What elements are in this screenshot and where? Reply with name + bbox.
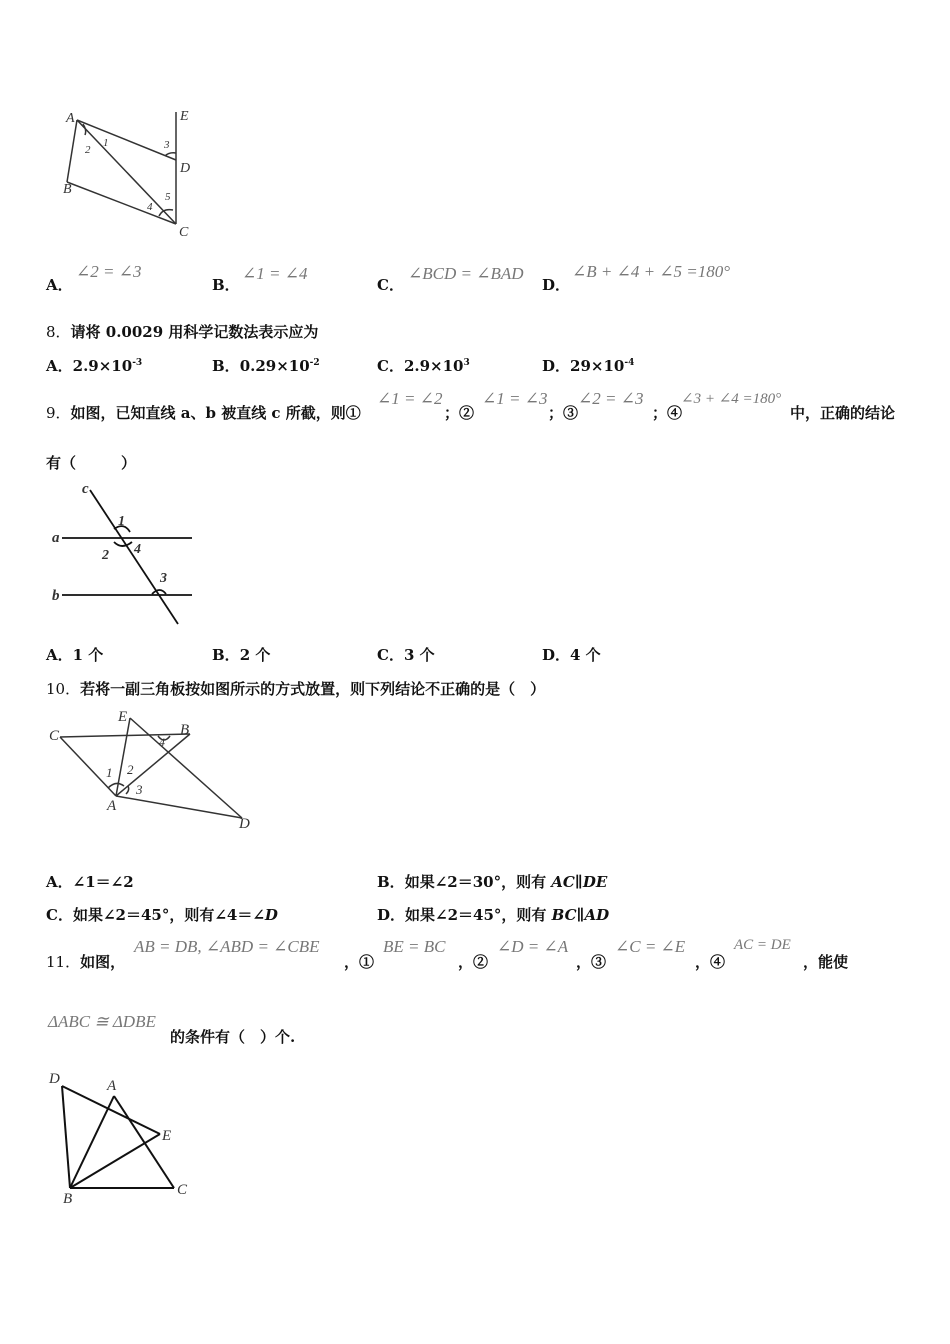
q9-label-3: 3 bbox=[160, 571, 167, 586]
q7-option-d-letter: D． bbox=[542, 276, 571, 294]
q11-condition-4: AC = DE bbox=[734, 937, 791, 953]
q10-option-c-tail: D bbox=[264, 906, 278, 924]
q7-label-4: 4 bbox=[147, 201, 153, 213]
q7-label-B: B bbox=[63, 182, 72, 197]
q8-stem bbox=[46, 321, 318, 342]
q10-option-b-text: 如果∠2＝30°，则有 bbox=[404, 873, 552, 891]
q9-stem-start bbox=[46, 402, 361, 423]
q9-option-a-text: 1 个 bbox=[72, 646, 104, 664]
q10-option-c bbox=[46, 904, 278, 925]
q11-given: AB = DB, ∠ABD = ∠CBE bbox=[134, 937, 320, 956]
q7-option-a-expr: ∠2 = ∠3 bbox=[76, 262, 142, 281]
q9-label-2: 2 bbox=[102, 548, 109, 563]
q9-option-d bbox=[542, 644, 601, 665]
q11-label-C: C bbox=[177, 1182, 188, 1198]
q9-number: 9． bbox=[46, 404, 71, 422]
q10-figure bbox=[46, 706, 261, 836]
q9-condition-4: ∠3 + ∠4 =180° bbox=[681, 391, 782, 407]
q7-label-C: C bbox=[179, 225, 189, 238]
q8-option-b-letter: B． bbox=[212, 357, 240, 375]
q9-condition-2: ∠1 = ∠3 bbox=[482, 389, 548, 408]
q7-label-A: A bbox=[66, 111, 75, 126]
q9-stem-line2: 有（ ） bbox=[46, 454, 137, 472]
q11-sep-2: ，② bbox=[458, 953, 489, 971]
q10-label-4: 4 bbox=[159, 735, 165, 749]
q7-label-3: 3 bbox=[164, 139, 170, 151]
q8-option-a bbox=[46, 355, 142, 376]
q8-option-b bbox=[212, 355, 320, 376]
q11-condition-2: ∠D = ∠A bbox=[497, 937, 569, 956]
q9-option-c-letter: C． bbox=[377, 646, 404, 664]
q10-option-d bbox=[377, 904, 609, 925]
q9-label-b: b bbox=[52, 588, 60, 604]
q9-sep-2: ；② bbox=[444, 404, 475, 422]
q10-option-a-text: ∠1＝∠2 bbox=[72, 873, 134, 891]
q9-option-a-letter: A． bbox=[46, 646, 73, 664]
q9-option-c-text: 3 个 bbox=[403, 646, 435, 664]
q10-option-b bbox=[377, 871, 607, 892]
q10-option-d-text: 如果∠2＝45°，则有 bbox=[405, 906, 552, 924]
q11-stem-start bbox=[46, 951, 125, 972]
q7-label-1: 1 bbox=[103, 137, 109, 149]
q8-option-d bbox=[542, 355, 634, 376]
q11-condition-1: BE = BC bbox=[383, 937, 446, 956]
q8-option-a-exp: -3 bbox=[132, 358, 143, 368]
q11-label-E: E bbox=[162, 1128, 172, 1144]
q10-label-D: D bbox=[239, 816, 250, 832]
q9-label-4: 4 bbox=[134, 542, 141, 557]
q7-option-b-letter: B． bbox=[212, 276, 240, 294]
q8-option-d-exp: -4 bbox=[624, 358, 635, 368]
q9-stem-text: 如图，已知直线 a、b 被直线 c 所截，则① bbox=[70, 404, 361, 422]
q11-sep-3: ，③ bbox=[576, 953, 607, 971]
q10-text: 若将一副三角板按如图所示的方式放置，则下列结论不正确的是（ ） bbox=[80, 680, 546, 698]
q9-label-1: 1 bbox=[118, 514, 125, 529]
q10-number: 10． bbox=[46, 680, 81, 698]
q11-stem-end: ，能使 bbox=[803, 953, 849, 971]
q11-sep-1: ，① bbox=[344, 953, 375, 971]
q7-option-d-expr: ∠B + ∠4 + ∠5 =180° bbox=[572, 262, 731, 281]
q11-congruence: ΔABC ≅ ΔDBE bbox=[48, 1012, 156, 1031]
q11-stem-text: 如图， bbox=[80, 953, 126, 971]
q10-option-b-tail: AC∥DE bbox=[551, 873, 608, 891]
q10-option-a bbox=[46, 871, 134, 892]
q10-stem bbox=[46, 678, 545, 699]
q10-label-C: C bbox=[49, 728, 60, 744]
q10-option-d-tail: BC∥AD bbox=[551, 906, 610, 924]
q10-option-b-letter: B． bbox=[377, 873, 405, 891]
q9-stem-end: 中，正确的结论 bbox=[790, 404, 896, 422]
q8-option-a-base: 2.9×10 bbox=[72, 357, 133, 375]
q8-option-d-letter: D． bbox=[542, 357, 571, 375]
q9-sep-4: ；④ bbox=[652, 404, 683, 422]
q9-figure bbox=[48, 478, 198, 628]
q8-option-b-exp: -2 bbox=[309, 358, 320, 368]
q9-option-d-text: 4 个 bbox=[570, 646, 601, 664]
q8-text: 请将 0.0029 用科学记数法表示应为 bbox=[70, 323, 319, 341]
q7-label-E: E bbox=[180, 109, 189, 124]
q8-option-c-exp: 3 bbox=[463, 358, 470, 368]
q10-label-2: 2 bbox=[127, 762, 134, 777]
q7-option-c-letter: C． bbox=[377, 276, 404, 294]
q9-option-b-letter: B． bbox=[212, 646, 240, 664]
q9-option-b-text: 2 个 bbox=[239, 646, 271, 664]
q11-line2-end: 的条件有（ ）个. bbox=[170, 1028, 296, 1046]
q10-label-3: 3 bbox=[136, 782, 143, 797]
q7-label-5: 5 bbox=[165, 191, 171, 203]
q7-figure bbox=[55, 98, 215, 238]
q11-number: 11． bbox=[46, 953, 81, 971]
q7-option-c-expr: ∠BCD = ∠BAD bbox=[408, 264, 524, 283]
q9-option-c bbox=[377, 644, 435, 665]
q7-option-b-expr: ∠1 = ∠4 bbox=[242, 264, 308, 283]
q10-label-A: A bbox=[107, 798, 117, 814]
q11-condition-3: ∠C = ∠E bbox=[615, 937, 686, 956]
q9-label-a: a bbox=[52, 530, 60, 546]
q8-option-c bbox=[377, 355, 470, 376]
q9-option-a bbox=[46, 644, 103, 665]
q10-option-c-text: 如果∠2＝45°，则有∠4＝∠ bbox=[72, 906, 265, 924]
q11-figure bbox=[44, 1066, 204, 1211]
q8-option-d-base: 29×10 bbox=[570, 357, 625, 375]
q7-label-2: 2 bbox=[85, 144, 91, 156]
q8-number: 8． bbox=[46, 323, 71, 341]
q9-option-d-letter: D． bbox=[542, 646, 571, 664]
q9-condition-3: ∠2 = ∠3 bbox=[578, 389, 644, 408]
q9-sep-3: ；③ bbox=[548, 404, 579, 422]
q10-label-1: 1 bbox=[106, 765, 113, 780]
q8-option-c-letter: C． bbox=[377, 357, 404, 375]
q10-option-c-letter: C． bbox=[46, 906, 73, 924]
q10-option-d-letter: D． bbox=[377, 906, 406, 924]
q11-sep-4: ，④ bbox=[695, 953, 726, 971]
q8-option-a-letter: A． bbox=[46, 357, 73, 375]
q11-label-A: A bbox=[107, 1078, 117, 1094]
q7-option-a-letter: A． bbox=[46, 276, 73, 294]
q8-option-c-base: 2.9×10 bbox=[403, 357, 464, 375]
q10-option-a-letter: A． bbox=[46, 873, 73, 891]
q11-label-D: D bbox=[49, 1071, 60, 1087]
q10-label-B: B bbox=[180, 722, 190, 738]
q7-label-D: D bbox=[180, 161, 191, 176]
q9-condition-1: ∠1 = ∠2 bbox=[377, 389, 443, 408]
q8-option-b-base: 0.29×10 bbox=[239, 357, 310, 375]
q10-label-E: E bbox=[118, 709, 128, 725]
q9-label-c: c bbox=[82, 481, 89, 497]
q9-option-b bbox=[212, 644, 270, 665]
q11-label-B: B bbox=[63, 1191, 73, 1207]
